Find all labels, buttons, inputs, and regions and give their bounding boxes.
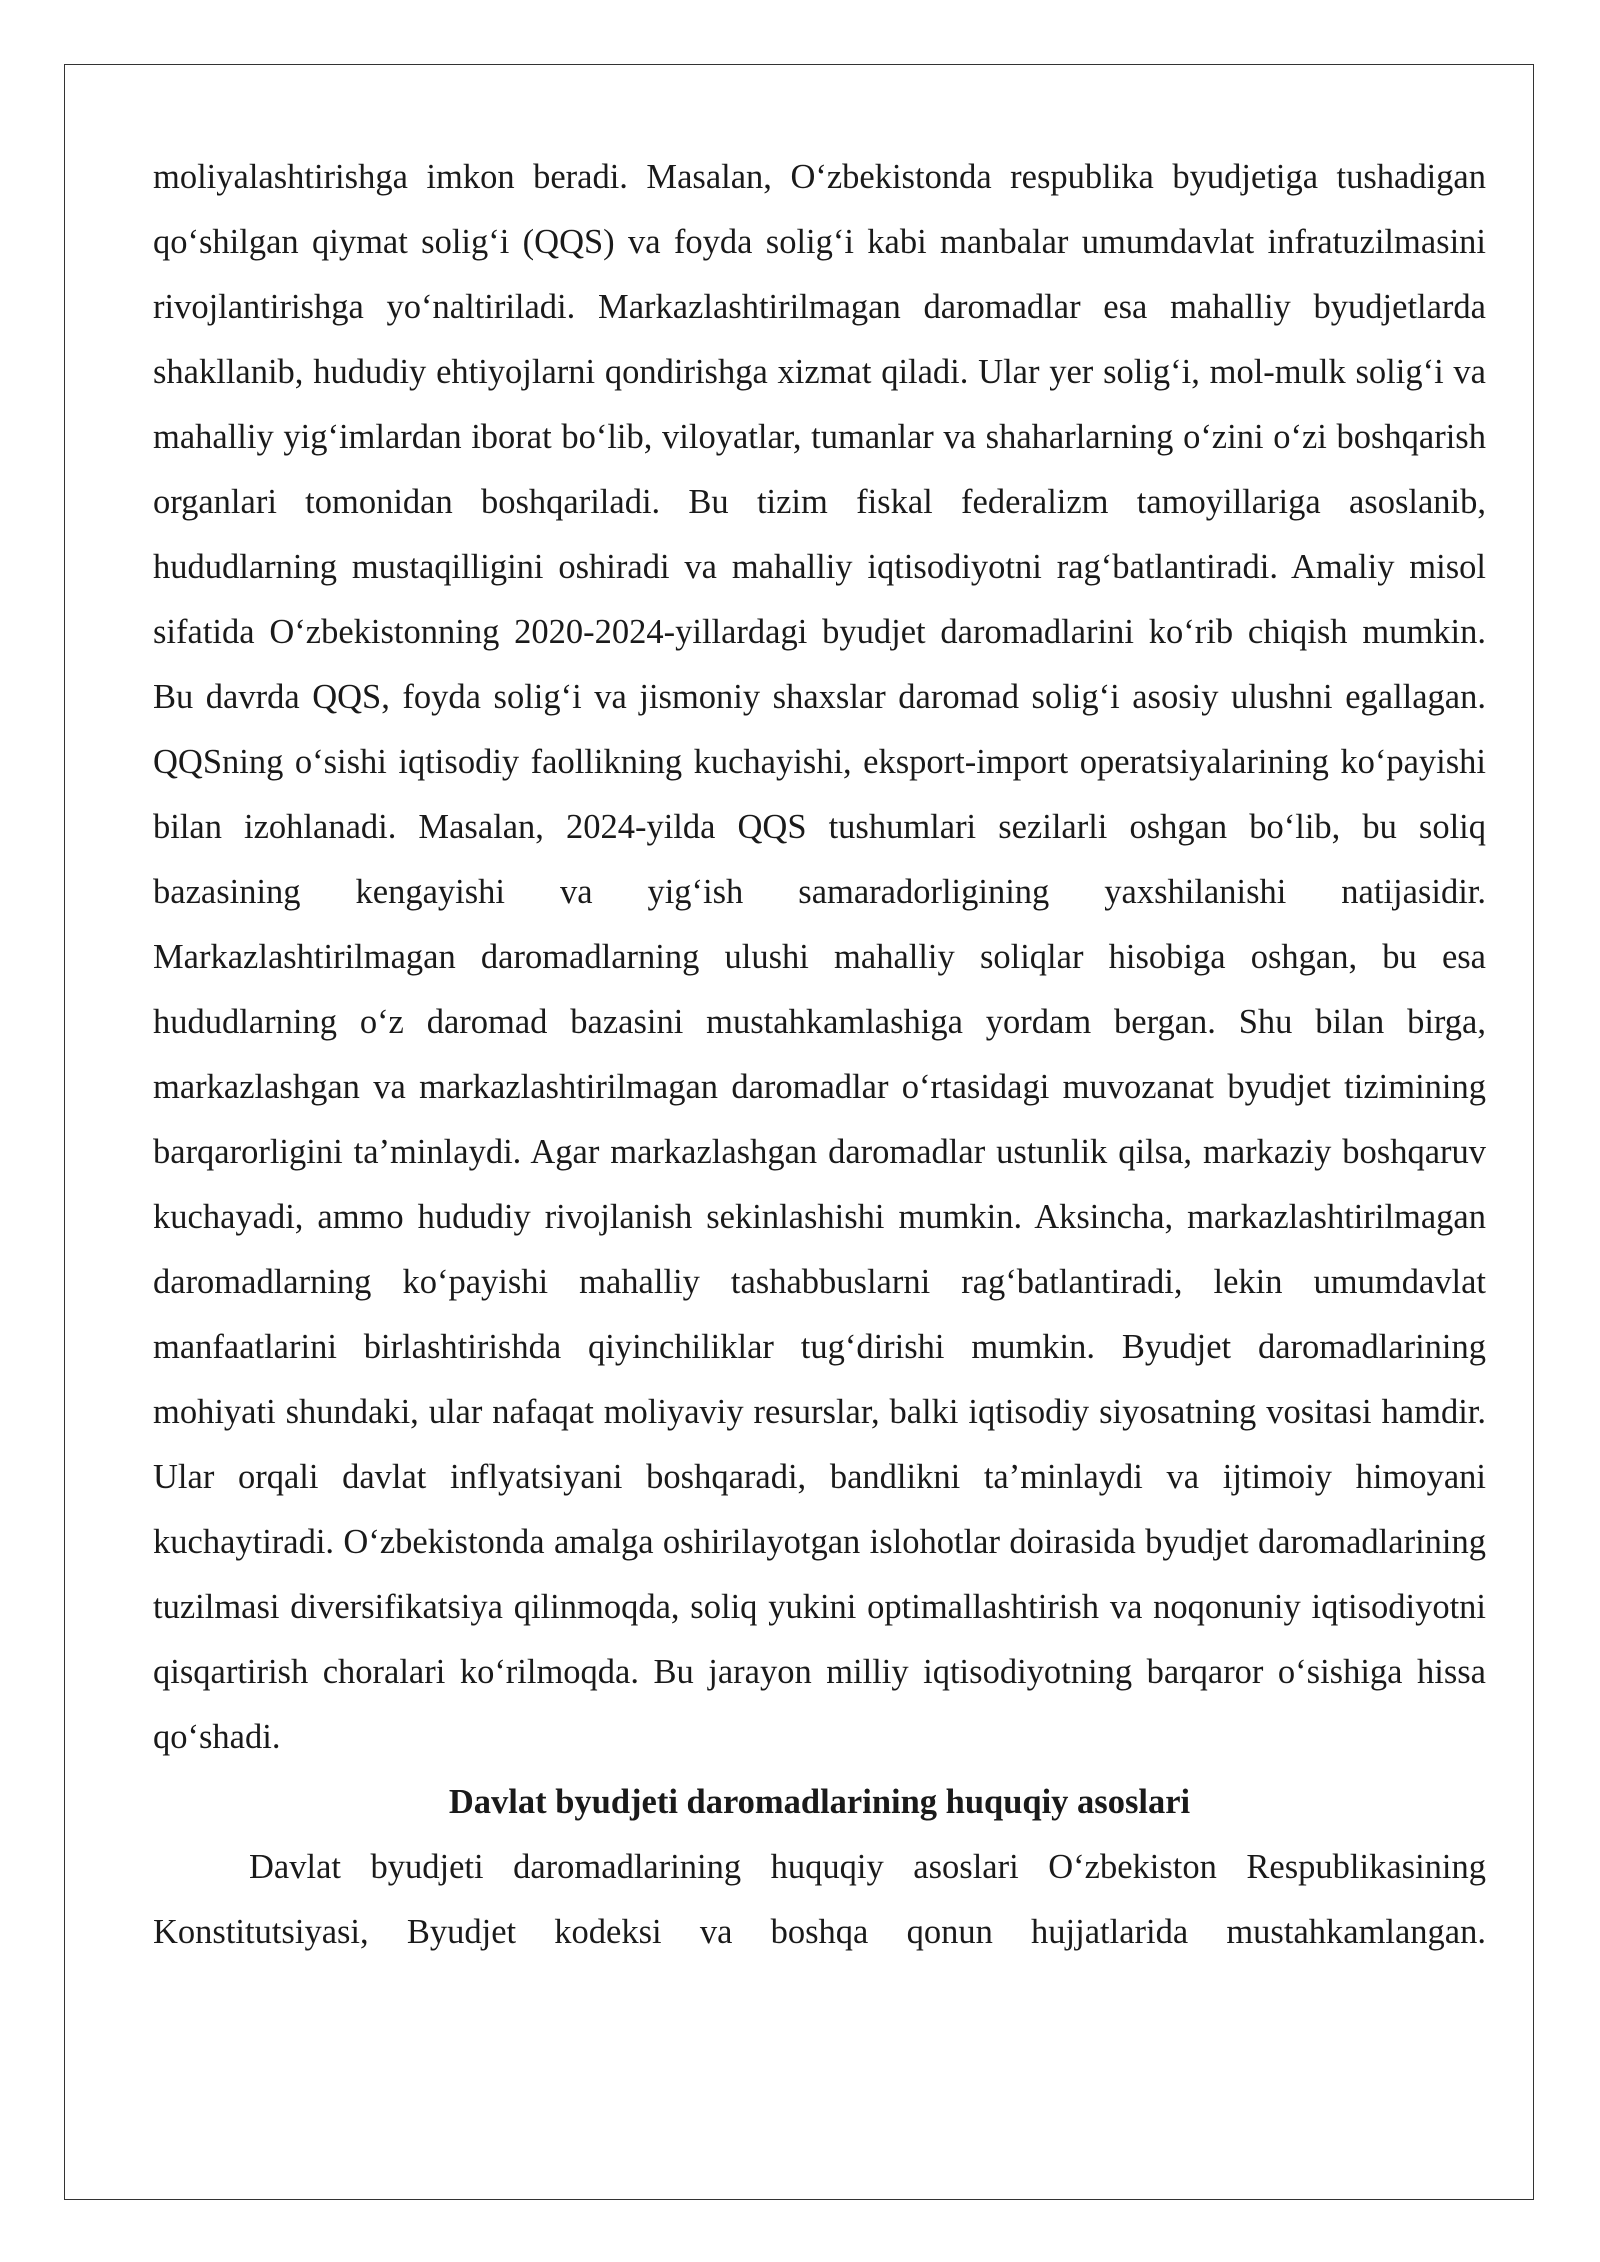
body-paragraph: moliyalashtirishga imkon beradi. Masalan, O‘zbekistonda respublika byudjetiga tushadigan qo‘shilgan qiymat solig‘i (QQS) va foyda solig‘i kabi manbalar umumdavlat infratuzilmasini rivojlantirishga yo‘naltiriladi. Markazlashtirilmagan daromadlar esa mahalliy byudjetlarda shakllanib, hududiy ehtiyojlarni qondirishga xizmat qiladi. Ular yer solig‘i, mol-mulk solig‘i va mahalliy yig‘imlardan iborat bo‘lib, viloyatlar, tumanlar va shaharlarning o‘zini o‘zi boshqarish organlari tomonidan boshqariladi. Bu tizim fiskal federalizm tamoyillariga asoslanib, hududlarning mustaqilligini oshiradi va mahalliy iqtisodiyotni rag‘batlantiradi. Amaliy misol sifatida O‘zbekistonning 2020-2024-yillardagi byudjet daromadlarini ko‘rib chiqish mumkin. Bu davrda QQS, foyda solig‘i va jismoniy shaxslar daromad solig‘i asosiy ulushni egallagan. QQSning o‘sishi iqtisodiy faollikning kuchayishi, eksport-import operatsiyalarining ko‘payishi bilan izohlanadi. Masalan, 2024-yilda QQS tushumlari sezilarli oshgan bo‘lib, bu soliq bazasining kengayishi va yig‘ish samaradorligining yaxshilanishi natijasidir. Markazlashtirilmagan daromadlarning ulushi mahalliy soliqlar hisobiga oshgan, bu esa hududlarning o‘z daromad bazasini mustahkamlashiga yordam bergan. Shu bilan birga, markazlashgan va markazlashtirilmagan daromadlar o‘rtasidagi muvozanat byudjet tizimining barqarorligini ta’minlaydi. Agar markazlashgan daromadlar ustunlik qilsa, markaziy boshqaruv kuchayadi, ammo hududiy rivojlanish sekinlashishi mumkin. Aksincha, markazlashtirilmagan daromadlarning ko‘payishi mahalliy tashabbuslarni rag‘batlantiradi, lekin umumdavlat manfaatlarini birlashtirishda qiyinchiliklar tug‘dirishi mumkin. Byudjet daromadlarining mohiyati shundaki, ular nafaqat moliyaviy resurslar, balki iqtisodiy siyosatning vositasi hamdir. Ular orqali davlat inflyatsiyani boshqaradi, bandlikni ta’minlaydi va ijtimoiy himoyani kuchaytiradi. O‘zbekistonda amalga oshirilayotgan islohotlar doirasida byudjet daromadlarining tuzilmasi diversifikatsiya qilinmoqda, soliq yukini optimallashtirish va noqonuniy iqtisodiyotni qisqartirish choralari ko‘rilmoqda. Bu jarayon milliy iqtisodiyotning barqaror o‘sishiga hissa qo‘shadi.: [153, 158, 1486, 1756]
section-heading: Davlat byudjeti daromadlarining huquqiy asoslari: [448, 1783, 1191, 1821]
body-paragraph-continued: Davlat byudjeti daromadlarining huquqiy asoslari O‘zbekiston Respublikasining Konstitutsiyasi, Byudjet kodeksi va boshqa qonun hujjatlarida mustahkamlangan.: [153, 1848, 1486, 1951]
document-body: [153, 145, 1486, 1965]
